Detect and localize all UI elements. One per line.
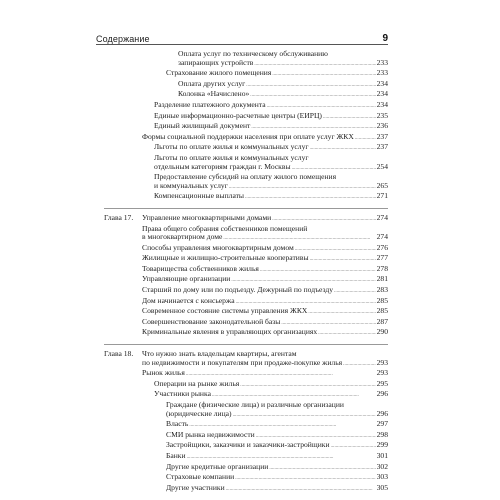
entry-title: Компенсационные выплаты xyxy=(154,191,245,201)
entry-page-number: 233 xyxy=(376,68,388,78)
entry-title: Способы управления многоквартирным домом xyxy=(142,242,294,252)
entry-title-line xyxy=(104,101,388,112)
dot-leader xyxy=(323,112,376,123)
dot-leader xyxy=(269,463,375,474)
entry-title: Современное состояние системы управления ЖКХ xyxy=(142,306,308,316)
entry-title: по недвижимости и покупателям при продаже-покупке жилья xyxy=(142,357,343,367)
toc-entry xyxy=(104,369,388,380)
toc-entry xyxy=(104,463,388,474)
toc-entry xyxy=(104,484,388,495)
entry-page-number: 277 xyxy=(376,253,388,263)
dot-leader xyxy=(226,484,376,495)
entry-title: Оплата услуг по техническому обслуживанию xyxy=(178,49,328,58)
toc-entry xyxy=(104,401,388,420)
toc-entry xyxy=(104,101,388,112)
entry-title: Другие участники xyxy=(166,482,225,492)
entry-title: Права общего собрания собственников помещений xyxy=(142,223,308,233)
entry-title: Единые информационно-расчетные центры (ЕИРЦ) xyxy=(154,110,322,120)
entry-page-number: 285 xyxy=(376,295,388,305)
dot-leader xyxy=(245,192,376,203)
entry-page-number: 295 xyxy=(376,378,388,388)
entry-page-number: 234 xyxy=(376,89,388,99)
entry-page-number: 285 xyxy=(376,306,388,316)
entry-page-number: 236 xyxy=(376,121,388,131)
dot-leader xyxy=(318,328,375,339)
dot-leader xyxy=(254,59,375,70)
entry-title: Предоставление субсидий на оплату жилого помещения xyxy=(154,172,337,182)
entry-title: Власть xyxy=(166,419,189,429)
entry-page-number: 293 xyxy=(376,357,388,367)
entry-page-number: 265 xyxy=(376,180,388,190)
entry-title: Единый жилищный документ xyxy=(154,121,251,131)
entry-title: (юридические лица) xyxy=(166,408,232,418)
chapter-entry xyxy=(104,350,388,369)
entry-page-number: 303 xyxy=(376,472,388,482)
section-divider xyxy=(104,208,388,209)
dot-leader xyxy=(310,143,376,154)
entry-title-line xyxy=(104,69,388,80)
entry-page-number: 283 xyxy=(376,285,388,295)
entry-title-line xyxy=(104,441,388,452)
dot-leader xyxy=(187,452,376,463)
dot-leader xyxy=(355,133,376,144)
dot-leader xyxy=(235,473,375,484)
entry-title: Дом начинается с консьержа xyxy=(142,295,235,305)
entry-title: Участники рынка xyxy=(154,389,211,399)
dot-leader xyxy=(240,380,375,391)
entry-page-number: 274 xyxy=(376,212,388,222)
entry-title: Застройщики, заказчики и заказчики-застройщики xyxy=(166,440,330,450)
dot-leader xyxy=(250,90,375,101)
entry-title: СМИ рынка недвижимости xyxy=(166,429,255,439)
entry-page-number: 287 xyxy=(376,316,388,326)
entry-title: Операции на рынке жилья xyxy=(154,378,240,388)
dot-leader xyxy=(260,265,376,276)
entry-page-number: 296 xyxy=(376,408,388,418)
entry-page-number: 271 xyxy=(376,191,388,201)
dot-leader xyxy=(229,182,376,193)
entry-title-line xyxy=(104,484,388,495)
dot-leader xyxy=(334,286,376,297)
chapter-label: Глава 18. xyxy=(104,349,134,359)
entry-page-number: 234 xyxy=(376,99,388,109)
toc-entry xyxy=(104,328,388,339)
entry-title: Льготы по оплате жилья и коммунальных услуг xyxy=(154,152,309,162)
dot-leader xyxy=(308,307,375,318)
entry-title-line xyxy=(104,369,388,380)
entry-title: Рынок жилья xyxy=(142,368,185,378)
entry-page-number: 298 xyxy=(376,429,388,439)
entry-title: Товарищества собственников жилья xyxy=(142,263,259,273)
entry-title-line xyxy=(104,452,388,463)
entry-page-number: 297 xyxy=(376,419,388,429)
entry-title: Льготы по оплате жилья и коммунальных услуг xyxy=(154,142,309,152)
dot-leader xyxy=(331,441,376,452)
entry-title-line xyxy=(104,401,388,410)
entry-title-line xyxy=(104,182,388,193)
entry-title: Управление многоквартирными домами xyxy=(142,212,272,222)
toc-entry xyxy=(104,154,388,173)
entry-title-line xyxy=(104,192,388,203)
toc-entry xyxy=(104,380,388,391)
entry-title: Криминальные явления в управляющих организациях xyxy=(142,327,318,337)
entry-title: Управляющие организации xyxy=(142,274,231,284)
entry-page-number: 233 xyxy=(376,57,388,67)
entry-title: Банки xyxy=(166,450,186,460)
section-divider xyxy=(104,344,388,345)
entry-page-number: 305 xyxy=(376,482,388,492)
toc-entry xyxy=(104,452,388,463)
entry-page-number: 301 xyxy=(376,450,388,460)
entry-title: в многоквартирном доме xyxy=(142,232,223,242)
entry-page-number: 274 xyxy=(376,232,388,242)
entry-page-number: 237 xyxy=(376,131,388,141)
entry-title: Граждане (физические лица) и различные организации xyxy=(166,400,344,409)
entry-page-number: 276 xyxy=(376,242,388,252)
entry-title: Совершенствование законодательной базы xyxy=(142,316,281,326)
entry-title: отдельным категориям граждан г. Москвы xyxy=(154,161,291,171)
chapter-label: Глава 17. xyxy=(104,212,134,222)
entry-title: Колонка «Начислено» xyxy=(178,89,250,99)
entry-page-number: 281 xyxy=(376,274,388,284)
table-of-contents xyxy=(104,50,388,494)
toc-entry xyxy=(104,441,388,452)
page-number: 9 xyxy=(382,33,388,44)
entry-title-line xyxy=(104,173,388,182)
header-rule xyxy=(96,44,388,45)
entry-title: Жилищные и жилищно-строительные кооперативы xyxy=(142,253,309,263)
entry-title: Формы социальной поддержки населения при оплате услуг ЖКХ xyxy=(142,131,354,141)
entry-title-line xyxy=(104,473,388,484)
entry-page-number: 296 xyxy=(376,389,388,399)
dot-leader xyxy=(272,69,375,80)
entry-title-line xyxy=(104,380,388,391)
entry-page-number: 237 xyxy=(376,142,388,152)
dot-leader xyxy=(246,80,375,91)
entry-title-line xyxy=(104,410,388,421)
entry-title-line xyxy=(104,328,388,339)
dot-leader xyxy=(310,254,376,265)
entry-title: Другие кредитные организации xyxy=(166,461,269,471)
entry-title: Разделение платежного документа xyxy=(154,99,266,109)
dot-leader xyxy=(267,101,376,112)
toc-entry xyxy=(104,173,388,192)
dot-leader xyxy=(343,359,375,370)
entry-title: Что нужно знать владельцам квартиры, агентам xyxy=(142,349,297,359)
entry-page-number: 254 xyxy=(376,161,388,171)
entry-page-number: 290 xyxy=(376,327,388,337)
toc-entry xyxy=(104,69,388,80)
running-header xyxy=(96,30,388,44)
header-title: Содержание xyxy=(96,34,150,44)
entry-title: Старший по дому или по подъезду. Дежурный по подъезду xyxy=(142,285,334,295)
entry-title: запирающих устройств xyxy=(178,57,254,67)
entry-title: и коммунальных услуг xyxy=(154,180,228,190)
dot-leader xyxy=(233,410,376,421)
toc-entry xyxy=(104,192,388,203)
entry-title: Страхование жилого помещения xyxy=(166,68,272,78)
entry-page-number: 234 xyxy=(376,78,388,88)
entry-page-number: 278 xyxy=(376,263,388,273)
entry-title-line xyxy=(104,463,388,474)
toc-entry xyxy=(104,473,388,484)
entry-page-number: 293 xyxy=(376,368,388,378)
entry-title: Страховые компании xyxy=(166,472,235,482)
entry-page-number: 299 xyxy=(376,440,388,450)
toc-entry xyxy=(104,225,388,244)
toc-entry xyxy=(104,50,388,69)
entry-page-number: 235 xyxy=(376,110,388,120)
entry-page-number: 302 xyxy=(376,461,388,471)
entry-title: Оплата других услуг xyxy=(178,78,246,88)
